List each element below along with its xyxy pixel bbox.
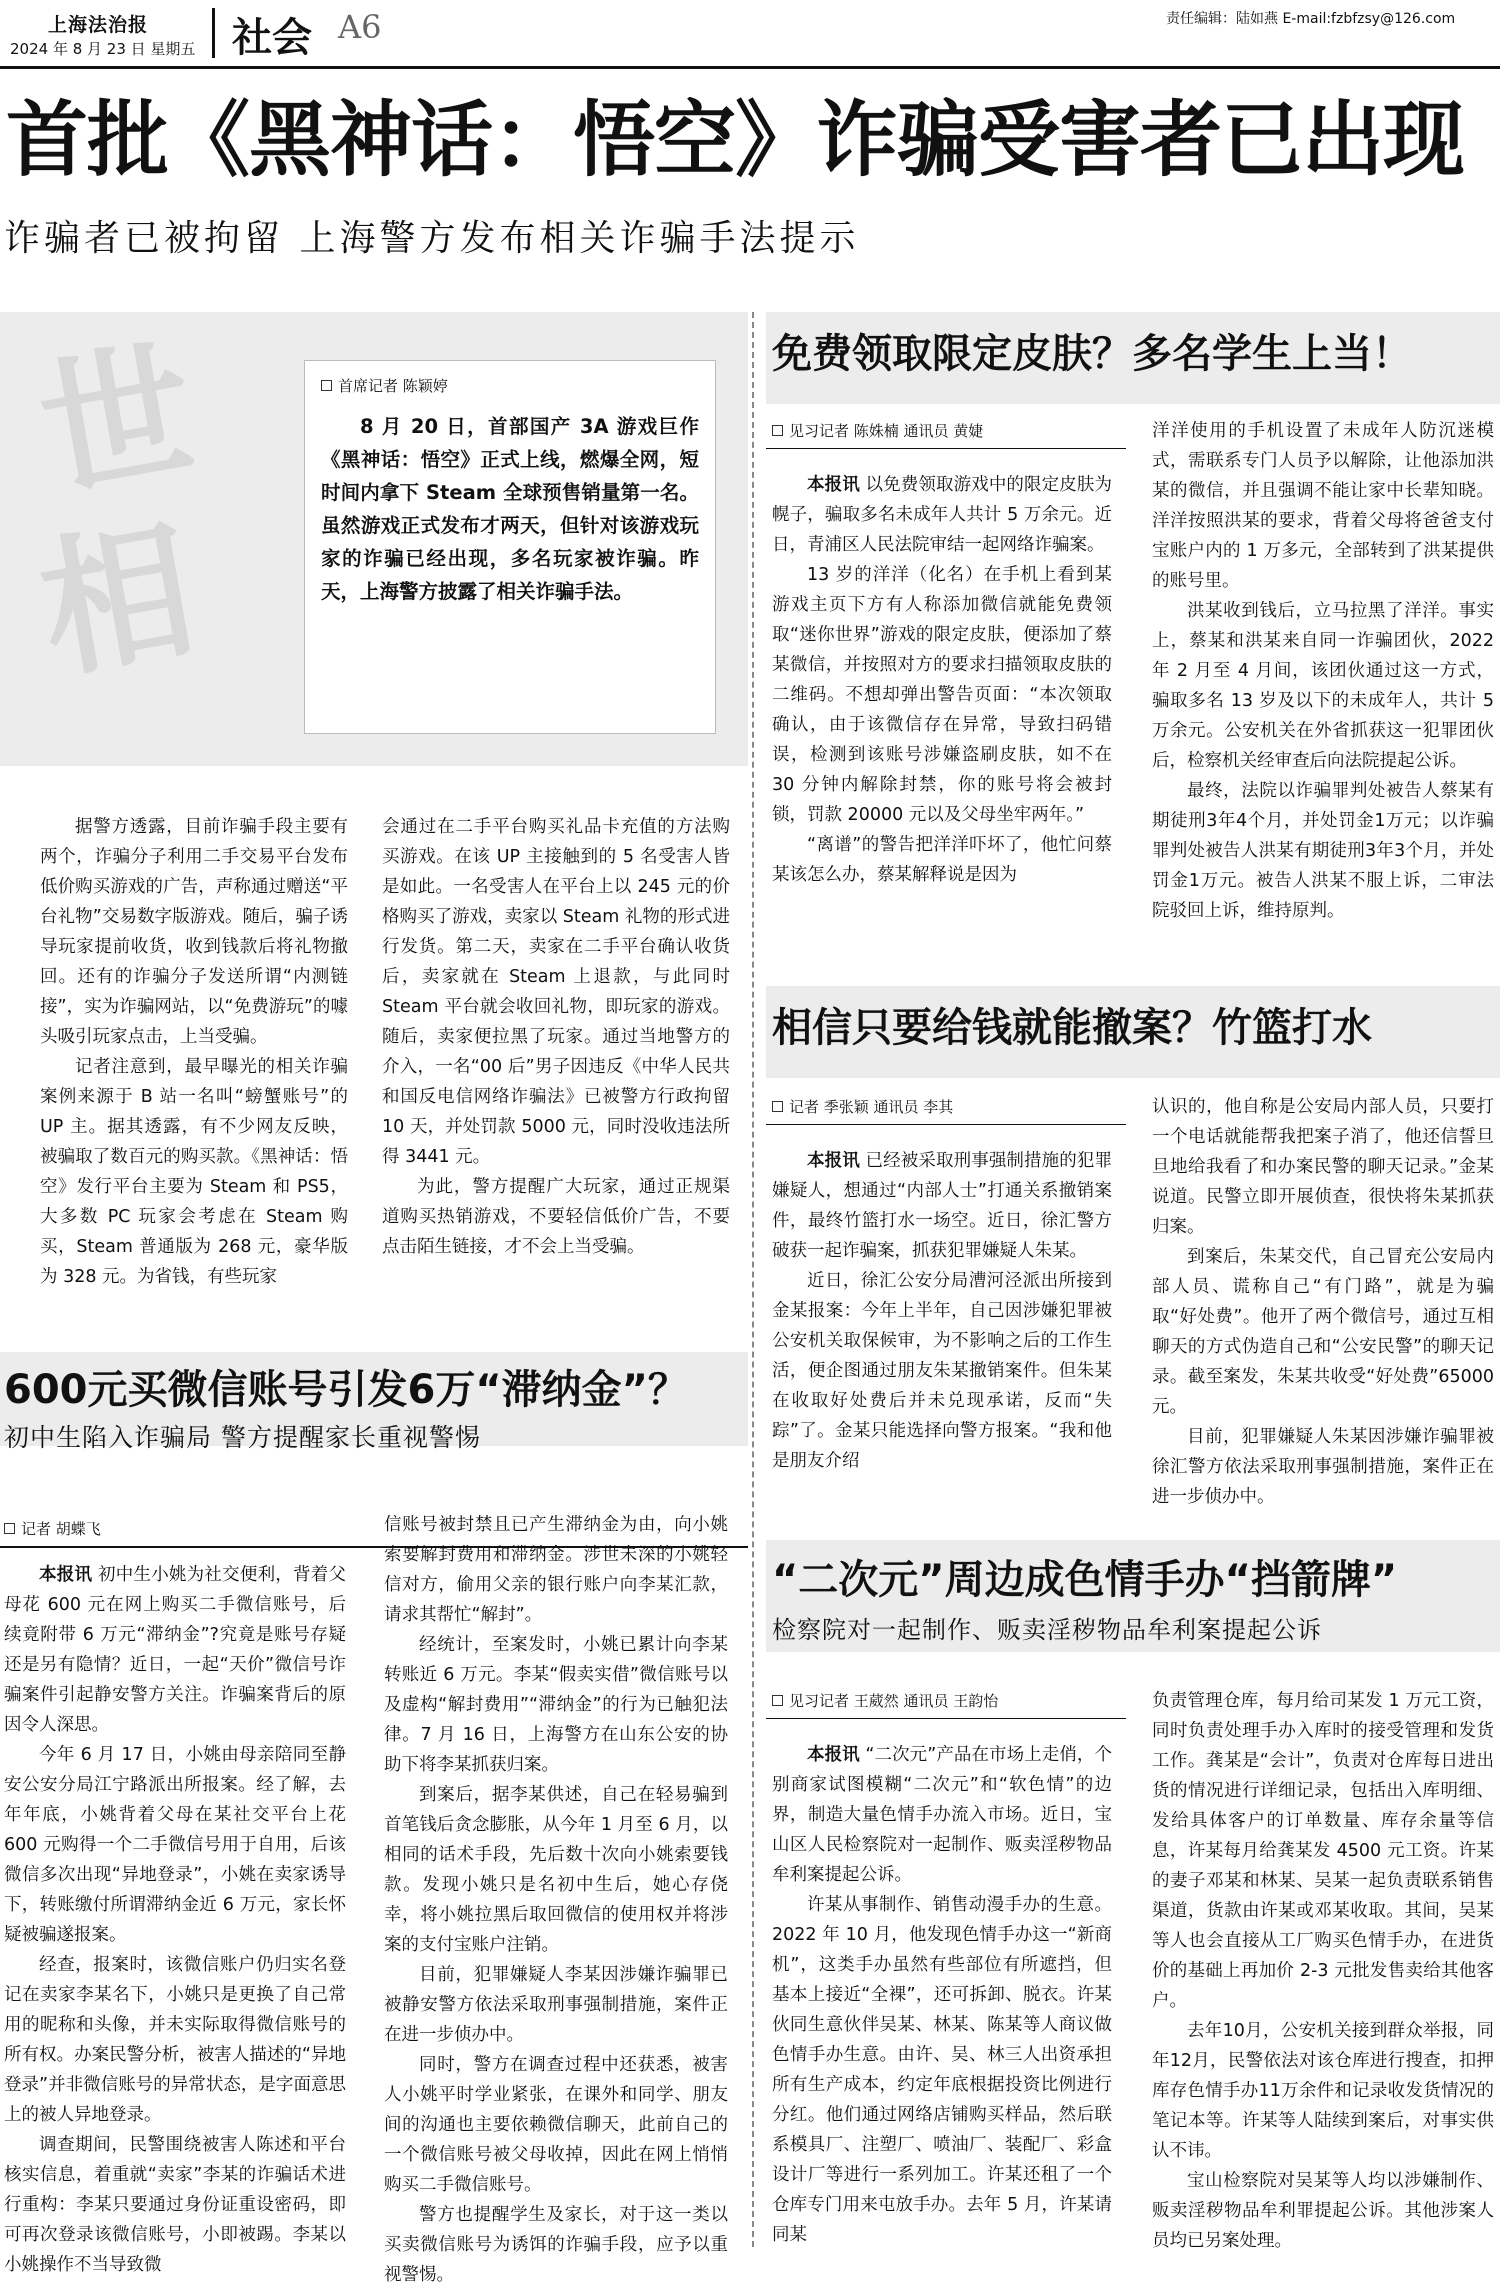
column-logo-char-1: 世	[28, 321, 207, 521]
article-skin-col-1	[772, 470, 1112, 950]
article-skin-byline: 见习记者 陈姝楠 通讯员 黄婕	[772, 420, 983, 441]
article-skin-paragraph: 洪某收到钱后，立马拉黑了洋洋。事实上，蔡某和洪某来自同一诈骗团伙，2022 年 2 月至 4 月间，该团伙通过这一方式，骗取多名 13 岁及以下的未成年人，共计 5 万余元。公安机关在外省抓获这一犯罪团伙后，检察机关经审查后向法院提起公诉。	[1152, 601, 1494, 771]
article-skin-paragraph: 最终，法院以诈骗罪判处被告人蔡某有期徒刑3年4个月，并处罚金1万元；以诈骗罪判处被告人洪某有期徒刑3年3个月，并处罚金1万元。被告人洪某不服上诉，二审法院驳回上诉，维持原判。	[1152, 781, 1494, 921]
article-anime-col-1	[772, 1740, 1112, 2248]
article-skin-paragraph: 本报讯 以免费领取游戏中的限定皮肤为幌子，骗取多名未成年人共计 5 万余元。近日，青浦区人民法院审结一起网络诈骗案。	[772, 475, 1112, 555]
lead-paragraph-3: 会通过在二手平台购买礼品卡充值的方法购买游戏。在该 UP 主接触到的 5 名受害人皆是如此。一名受害人在平台上以 245 元的价格购买了游戏，卖家以 Steam 礼物的形式进行发货。第二天，卖家在二手平台确认收货后，卖家就在 Steam 上退款，与此同时 Steam 平台就会收回礼物，即玩家的游戏。随后，卖家便拉黑了玩家。通过当地警方的介入，一名“00 后”男子因违反《中华人民共和国反电信网络诈骗法》已被警方行政拘留 10 天，并处罚款 5000 元，同时没收违法所得 3441 元。	[382, 817, 730, 1167]
article-bamboo-paragraph: 认识的，他自称是公安局内部人员，只要打一个电话就能帮我把案子消了，他还信誓旦旦地给我看了和办案民警的聊天记录。”金某说道。民警立即开展侦查，很快将朱某抓获归案。	[1152, 1097, 1494, 1237]
article-anime-col-2	[1152, 1686, 1494, 2251]
article-bamboo-byline: 记者 季张颖 通讯员 李其	[772, 1096, 953, 1117]
article-anime-paragraph: 本报讯 “二次元”产品在市场上走俏，个别商家试图模糊“二次元”和“软色情”的边界，制造大量色情手办流入市场。近日，宝山区人民检察院对一起制作、贩卖淫秽物品牟利案提起公诉。	[772, 1745, 1112, 1885]
article-bamboo-paragraph: 目前，犯罪嫌疑人朱某因涉嫌诈骗罪被徐汇警方依法采取刑事强制措施，案件正在进一步侦办中。	[1152, 1427, 1494, 1507]
article-anime-byline: 见习记者 王葳然 通讯员 王韵怡	[772, 1690, 998, 1711]
article-600-paragraph: 今年 6 月 17 日，小姚由母亲陪同至静安公安分局江宁路派出所报案。经了解，去年年底，小姚背着父母在某社交平台上花 600 元购得一个二手微信号用于自用，后该微信多次出现“异地登录”，小姚在卖家诱导下，转账缴付所谓滞纳金近 6 万元，家长怀疑被骗遂报案。	[4, 1745, 346, 1945]
masthead-divider	[212, 8, 215, 58]
main-subheadline: 诈骗者已被拘留 上海警方发布相关诈骗手法提示	[4, 218, 860, 259]
article-skin-title: 免费领取限定皮肤？多名学生上当！	[772, 331, 1412, 377]
article-600-paragraph: 本报讯 初中生小姚为社交便利，背着父母花 600 元在网上购买二手微信账号，后续竟附带 6 万元“滞纳金”?究竟是账号存疑还是另有隐情？近日，一起“天价”微信号诈骗案件引起静安警方关注。诈骗案背后的原因令人深思。	[4, 1565, 346, 1735]
article-skin-rule	[766, 448, 1126, 449]
article-600-paragraph: 调查期间，民警围绕被害人陈述和平台核实信息，着重就“卖家”李某的诈骗话术进行重构：李某只要通过身份证重设密码，即可再次登录该微信账号，小即被踢。李某以小姚操作不当导致微	[4, 2135, 346, 2275]
article-skin-col-2	[1152, 416, 1494, 950]
lead-article-col-2	[382, 812, 730, 1298]
article-bamboo-paragraph: 近日，徐汇公安分局漕河泾派出所接到金某报案：今年上半年，自己因涉嫌犯罪被公安机关取保候审，为不影响之后的工作生活，便企图通过朋友朱某撤销案件。但朱某在收取好处费后并未兑现承诺，反而“失踪”了。金某只能选择向警方报案。“我和他是朋友介绍	[772, 1271, 1112, 1471]
lead-paragraph: 8 月 20 日，首部国产 3A 游戏巨作《黑神话：悟空》正式上线，燃爆全网，短时间内拿下 Steam 全球预售销量第一名。虽然游戏正式发布才两天，但针对该游戏玩家的诈骗已经出现，多名玩家被诈骗。昨天，上海警方披露了相关诈骗手法。	[321, 415, 699, 603]
page-number: A6	[338, 8, 382, 46]
article-600-col-2	[384, 1510, 728, 2285]
article-600-paragraph: 目前，犯罪嫌疑人李某因涉嫌诈骗罪已被静安警方依法采取刑事强制措施，案件正在进一步侦办中。	[384, 1965, 728, 2045]
column-divider	[752, 312, 754, 2247]
article-600-paragraph: 信账号被封禁且已产生滞纳金为由，向小姚索要解封费用和滞纳金。涉世未深的小姚轻信对方，偷用父亲的银行账户向李某汇款，请求其帮忙“解封”。	[384, 1515, 728, 1625]
article-anime-paragraph: 负责管理仓库，每月给司某发 1 万元工资，同时负责处理手办入库时的接受管理和发货工作。龚某是“会计”，负责对仓库每日进出货的情况进行详细记录，包括出入库明细、发给具体客户的订单数量、库存余量等信息，许某每月给龚某发 4500 元工资。许某的妻子邓某和林某、吴某一起负责联系销售渠道，货款由许某或邓某收取。其间，吴某等人也会直接从工厂购买色情手办，在进货价的基础上再加价 2-3 元批发售卖给其他客户。	[1152, 1691, 1494, 2011]
section-name: 社会	[232, 15, 312, 61]
lead-paragraph-2: 记者注意到，最早曝光的相关诈骗案例来源于 B 站一名叫“螃蟹账号”的 UP 主。据其透露，有不少网友反映，被骗取了数百元的购买款。《黑神话：悟空》发行平台主要为 Steam 和 PS5，大多数 PC 玩家会考虑在 Steam 购买，Steam 普通版为 268 元，豪华版为 328 元。为省钱，有些玩家	[40, 1057, 348, 1287]
article-600-paragraph: 同时，警方在调查过程中还获悉，被害人小姚平时学业紧张，在课外和同学、朋友间的沟通也主要依赖微信聊天，此前自己的一个微信账号被父母收掉，因此在网上悄悄购买二手微信账号。	[384, 2055, 728, 2195]
article-600-subtitle: 初中生陷入诈骗局 警方提醒家长重视警惕	[4, 1423, 481, 1452]
article-bamboo-col-2	[1152, 1092, 1494, 1507]
newspaper-logo: 上海法治报	[48, 14, 149, 36]
article-anime-subtitle: 检察院对一起制作、贩卖淫秽物品牟利案提起公诉	[772, 1616, 1322, 1644]
article-anime-paragraph: 许某从事制作、销售动漫手办的生意。2022 年 10 月，他发现色情手办这一“新商机”，这类手办虽然有些部位有所遮挡，但基本上接近“全裸”，还可拆卸、脱衣。许某伙同生意伙伴吴某、林某、陈某等人商议做色情手办生意。由许、吴、林三人出资承担所有生产成本，约定年底根据投资比例进行分红。他们通过网络店铺购买样品，然后联系模具厂、注塑厂、喷油厂、装配厂、彩盒设计厂等进行一系列加工。许某还租了一个仓库专门用来屯放手办。去年 5 月，许某请同某	[772, 1895, 1112, 2245]
article-anime-title: “二次元”周边成色情手办“挡箭牌”	[772, 1557, 1398, 1603]
masthead	[0, 0, 1500, 66]
article-600-paragraph: 经统计，至案发时，小姚已累计向李某转账近 6 万元。李某“假卖实借”微信账号以及虚构“解封费用”“滞纳金”的行为已触犯法律。7 月 16 日，上海警方在山东公安的协助下将李某抓获归案。	[384, 1635, 728, 1775]
article-anime-paragraph: 去年10月，公安机关接到群众举报，同年12月，民警依法对该仓库进行搜查，扣押库存色情手办11万余件和记录收发货情况的笔记本等。许某等人陆续到案后，对事实供认不讳。	[1152, 2021, 1494, 2161]
column-logo-char-2: 相	[28, 501, 207, 701]
lead-box	[304, 360, 716, 734]
article-600-paragraph: 经查，报案时，该微信账户仍归实名登记在卖家李某名下，小姚只是更换了自己常用的昵称和头像，并未实际取得微信账号的所有权。办案民警分析，被害人描述的“异地登录”并非微信账号的异常状态，是字面意思上的被人异地登录。	[4, 1955, 346, 2125]
issue-date: 2024 年 8 月 23 日 星期五	[10, 40, 196, 58]
article-600-title: 600元买微信账号引发6万“滞纳金”？	[4, 1367, 688, 1413]
article-bamboo-paragraph: 到案后，朱某交代，自己冒充公安局内部人员、谎称自己“有门路”，就是为骗取“好处费”。他开了两个微信号，通过互相聊天的方式伪造自己和“公安民警”的聊天记录。截至案发，朱某共收受“好处费”65000 元。	[1152, 1247, 1494, 1417]
article-600-paragraph: 到案后，据李某供述，自己在轻易骗到首笔钱后贪念膨胀，从今年 1 月至 6 月，以相同的话术手段，先后数十次向小姚索要钱款。发现小姚只是名初中生后，她心存侥幸，将小姚拉黑后取回微信的使用权并将涉案的支付宝账户注销。	[384, 1785, 728, 1955]
article-bamboo-paragraph: 本报讯 已经被采取刑事强制措施的犯罪嫌疑人，想通过“内部人士”打通关系撤销案件，最终竹篮打水一场空。近日，徐汇警方破获一起诈骗案，抓获犯罪嫌疑人朱某。	[772, 1151, 1112, 1261]
article-skin-paragraph: 洋洋使用的手机设置了未成年人防沉迷模式，需联系专门人员予以解除，让他添加洪某的微信，并且强调不能让家中长辈知晓。洋洋按照洪某的要求，背着父母将爸爸支付宝账户内的 1 万多元，全部转到了洪某提供的账号里。	[1152, 421, 1494, 591]
article-600-col-1	[4, 1560, 346, 2275]
article-skin-paragraph: 13 岁的洋洋（化名）在手机上看到某游戏主页下方有人称添加微信就能免费领取“迷你世界”游戏的限定皮肤，便添加了蔡某微信，并按照对方的要求扫描领取皮肤的二维码。不想却弹出警告页面：“本次领取确认，由于该微信存在异常，导致扫码错误，检测到该账号涉嫌盗刷皮肤，如不在 30 分钟内解除封禁，你的账号将会被封锁，罚款 20000 元以及父母坐牢两年。”	[772, 565, 1112, 825]
article-bamboo-title: 相信只要给钱就能撤案？竹篮打水	[772, 1005, 1372, 1051]
lead-article-col-1	[40, 812, 348, 1298]
editor-credit: 责任编辑：陆如燕 E-mail:fzbfzsy@126.com	[1166, 11, 1456, 27]
main-headline: 首批《黑神话：悟空》诈骗受害者已出现	[6, 93, 1465, 188]
article-bamboo-rule	[766, 1124, 1126, 1125]
article-anime-rule	[766, 1718, 1126, 1719]
lead-paragraph-1: 据警方透露，目前诈骗手段主要有两个，诈骗分子利用二手交易平台发布低价购买游戏的广告，声称通过赠送“平台礼物”交易数字版游戏。随后，骗子诱导玩家提前收货，收到钱款后将礼物撤回。还有的诈骗分子发送所谓“内测链接”，实为诈骗网站，以“免费游玩”的噱头吸引玩家点击，上当受骗。	[40, 817, 348, 1047]
article-bamboo-col-1	[772, 1146, 1112, 1494]
article-skin-paragraph: “离谱”的警告把洋洋吓坏了，他忙问蔡某该怎么办，蔡某解释说是因为	[772, 835, 1112, 885]
article-600-byline: 记者 胡蝶飞	[4, 1518, 101, 1539]
article-600-paragraph: 警方也提醒学生及家长，对于这一类以买卖微信账号为诱饵的诈骗手段，应予以重视警惕。	[384, 2205, 728, 2285]
article-anime-paragraph: 宝山检察院对吴某等人均以涉嫌制作、贩卖淫秽物品牟利罪提起公诉。其他涉案人员均已另案处理。	[1152, 2171, 1494, 2251]
masthead-rule	[0, 66, 1500, 69]
lead-byline: 首席记者 陈颖婷	[321, 375, 699, 396]
lead-paragraph-4: 为此，警方提醒广大玩家，通过正规渠道购买热销游戏，不要轻信低价广告，不要点击陌生链接，才不会上当受骗。	[382, 1177, 730, 1257]
